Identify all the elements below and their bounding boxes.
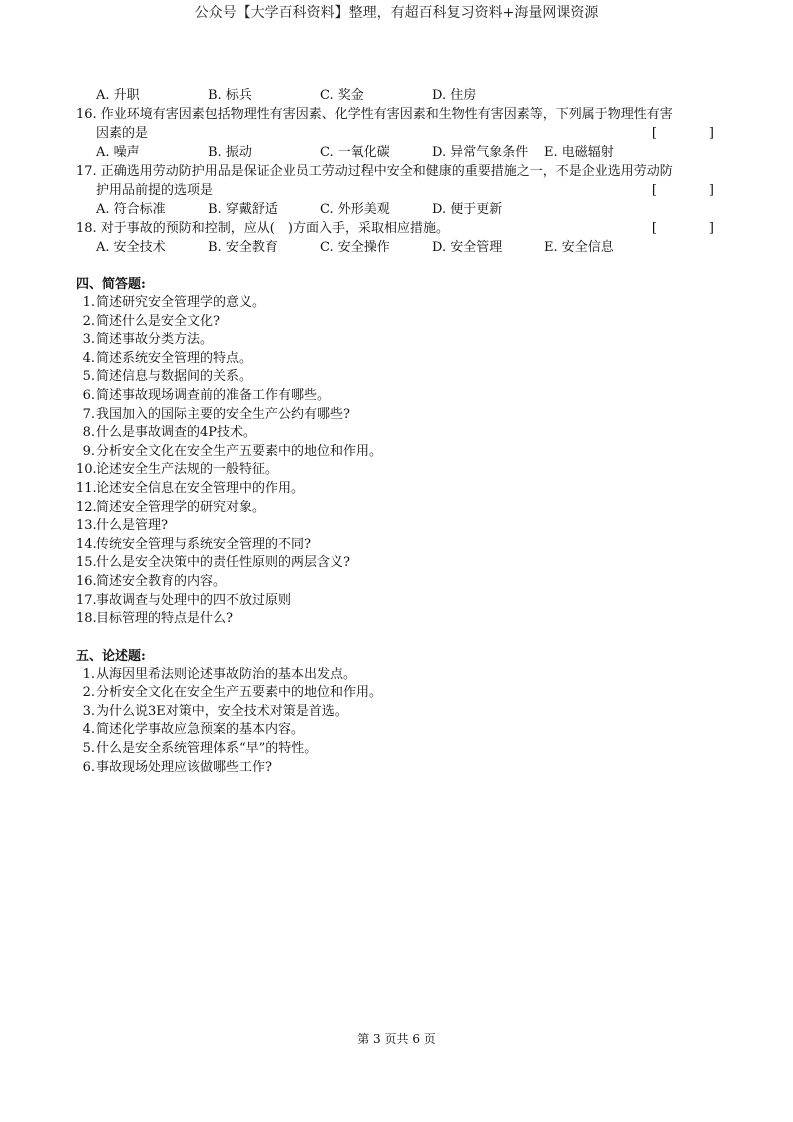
item-text: 什么是事故调查的4P技术。 [96, 425, 257, 441]
item-number: 5. [82, 369, 95, 385]
list-item [76, 536, 716, 555]
list-item [76, 461, 716, 480]
item-number: 1. [82, 666, 95, 682]
item-text: 事故现场处理应该做哪些工作? [96, 759, 272, 775]
option-e: E. 安全信息 [544, 240, 614, 255]
item-number: 3. [82, 332, 95, 348]
list-item [76, 480, 716, 499]
option-d: D. 住房 [432, 88, 477, 103]
q18-answer-bracket: [ ] [651, 221, 714, 236]
list-item [76, 666, 716, 685]
item-text: 什么是安全决策中的责任性原则的两层含义? [96, 555, 350, 571]
q18-stem-row [76, 219, 716, 238]
q18-options [76, 238, 716, 257]
list-item [76, 331, 716, 350]
item-text: 简述事故现场调查前的准备工作有哪些。 [96, 387, 331, 403]
item-text: 简述安全教育的内容。 [96, 573, 227, 589]
item-text: 传统安全管理与系统安全管理的不同? [96, 536, 311, 552]
list-item [76, 294, 716, 313]
item-text: 分析安全文化在安全生产五要素中的地位和作用。 [96, 443, 383, 459]
list-item [76, 721, 716, 740]
list-item [76, 499, 716, 518]
section-4-title: 四、简答题: [76, 277, 146, 292]
list-item [76, 350, 716, 369]
item-number: 13. [76, 518, 97, 534]
option-a: A. 升职 [96, 88, 140, 103]
list-item [76, 759, 716, 778]
item-text: 从海因里希法则论述事故防治的基本出发点。 [96, 666, 357, 682]
item-text: 什么是管理? [96, 518, 168, 534]
item-number: 10. [76, 462, 97, 478]
q17-stem: 17. 正确选用劳动防护用品是保证企业员工劳动过程中安全和健康的重要措施之一，不是企业选用劳动防 [76, 164, 673, 179]
item-number: 6. [82, 759, 95, 775]
option-d: D. 便于更新 [432, 202, 503, 217]
list-item [76, 387, 716, 406]
q17-answer-bracket: [ ] [651, 183, 714, 198]
item-text: 简述事故分类方法。 [96, 332, 214, 348]
item-number: 1. [82, 295, 95, 310]
page-header: 公众号【大学百科资料】整理，有超百科复习资料+海量网课资源 [194, 5, 599, 21]
list-item [76, 573, 716, 592]
list-item [76, 610, 716, 629]
item-text: 什么是安全系统管理体系“早”的特性。 [96, 741, 318, 757]
item-text: 简述安全管理学的研究对象。 [96, 499, 266, 515]
item-number: 16. [76, 573, 97, 589]
item-text: 简述研究安全管理学的意义。 [96, 295, 266, 310]
option-b: B. 标兵 [208, 88, 252, 103]
option-d: D. 安全管理 [432, 240, 503, 255]
section-5-list [76, 666, 716, 778]
item-text: 目标管理的特点是什么? [96, 611, 233, 627]
q16-stem-line2: 因素的是 [96, 126, 149, 141]
option-b: B. 安全教育 [208, 240, 278, 255]
list-item [76, 740, 716, 759]
item-number: 4. [82, 722, 95, 738]
item-number: 18. [76, 611, 97, 627]
list-item [76, 368, 716, 387]
item-text: 论述安全生产法规的一般特征。 [96, 462, 279, 478]
item-number: 2. [82, 313, 95, 329]
q16-answer-bracket: [ ] [651, 126, 714, 141]
option-d: D. 异常气象条件 [432, 145, 529, 160]
item-text: 论述安全信息在安全管理中的作用。 [96, 480, 305, 496]
q17-stem-line2: 护用品前提的选项是 [96, 183, 214, 198]
item-number: 12. [76, 499, 97, 515]
item-number: 6. [82, 387, 95, 403]
item-number: 14. [76, 536, 97, 552]
q16-stem-cont [76, 124, 716, 143]
list-item [76, 406, 716, 425]
option-c: C. 安全操作 [320, 240, 390, 255]
item-number: 8. [82, 425, 95, 441]
item-text: 简述信息与数据间的关系。 [96, 369, 253, 385]
q15-options [76, 86, 716, 105]
item-text: 简述什么是安全文化? [96, 313, 220, 329]
option-c: C. 外形美观 [320, 202, 390, 217]
item-number: 15. [76, 555, 97, 571]
item-number: 11. [76, 480, 97, 496]
item-text: 我国加入的国际主要的安全生产公约有哪些? [96, 406, 350, 422]
item-text: 事故调查与处理中的四不放过原则 [96, 592, 292, 608]
option-a: A. 安全技术 [96, 240, 166, 255]
item-number: 3. [82, 703, 95, 719]
list-item [76, 684, 716, 703]
item-text: 分析安全文化在安全生产五要素中的地位和作用。 [96, 685, 383, 701]
option-b: B. 穿戴舒适 [208, 202, 278, 217]
item-text: 为什么说3E对策中，安全技术对策是首选。 [96, 703, 348, 719]
item-number: 7. [82, 406, 95, 422]
item-number: 2. [82, 685, 95, 701]
option-b: B. 振动 [208, 145, 252, 160]
option-e: E. 电磁辐射 [544, 145, 614, 160]
option-a: A. 噪声 [96, 145, 140, 160]
section-4-list [76, 294, 716, 629]
item-text: 简述化学事故应急预案的基本内容。 [96, 722, 305, 738]
page-footer: 第 3 页共 6 页 [357, 1032, 436, 1046]
option-a: A. 符合标准 [96, 202, 166, 217]
item-number: 4. [82, 350, 95, 366]
q16-options [76, 143, 716, 162]
q17-stem-cont [76, 181, 716, 200]
list-item [76, 592, 716, 611]
list-item [76, 424, 716, 443]
list-item [76, 517, 716, 536]
item-number: 17. [76, 592, 97, 608]
section-5-title: 五、论述题: [76, 648, 146, 664]
item-number: 5. [82, 741, 95, 757]
item-text: 简述系统安全管理的特点。 [96, 350, 253, 366]
item-number: 9. [82, 443, 95, 459]
q16-stem: 16. 作业环境有害因素包括物理性有害因素、化学性有害因素和生物性有害因素等，下列属于物理性有害 [76, 107, 673, 122]
option-c: C. 一氧化碳 [320, 145, 390, 160]
list-item [76, 703, 716, 722]
list-item [76, 554, 716, 573]
option-c: C. 奖金 [320, 88, 364, 103]
q17-options [76, 200, 716, 219]
q18-stem: 18. 对于事故的预防和控制，应从( )方面入手，采取相应措施。 [76, 221, 449, 236]
list-item [76, 443, 716, 462]
document-body [76, 86, 716, 777]
list-item [76, 313, 716, 332]
